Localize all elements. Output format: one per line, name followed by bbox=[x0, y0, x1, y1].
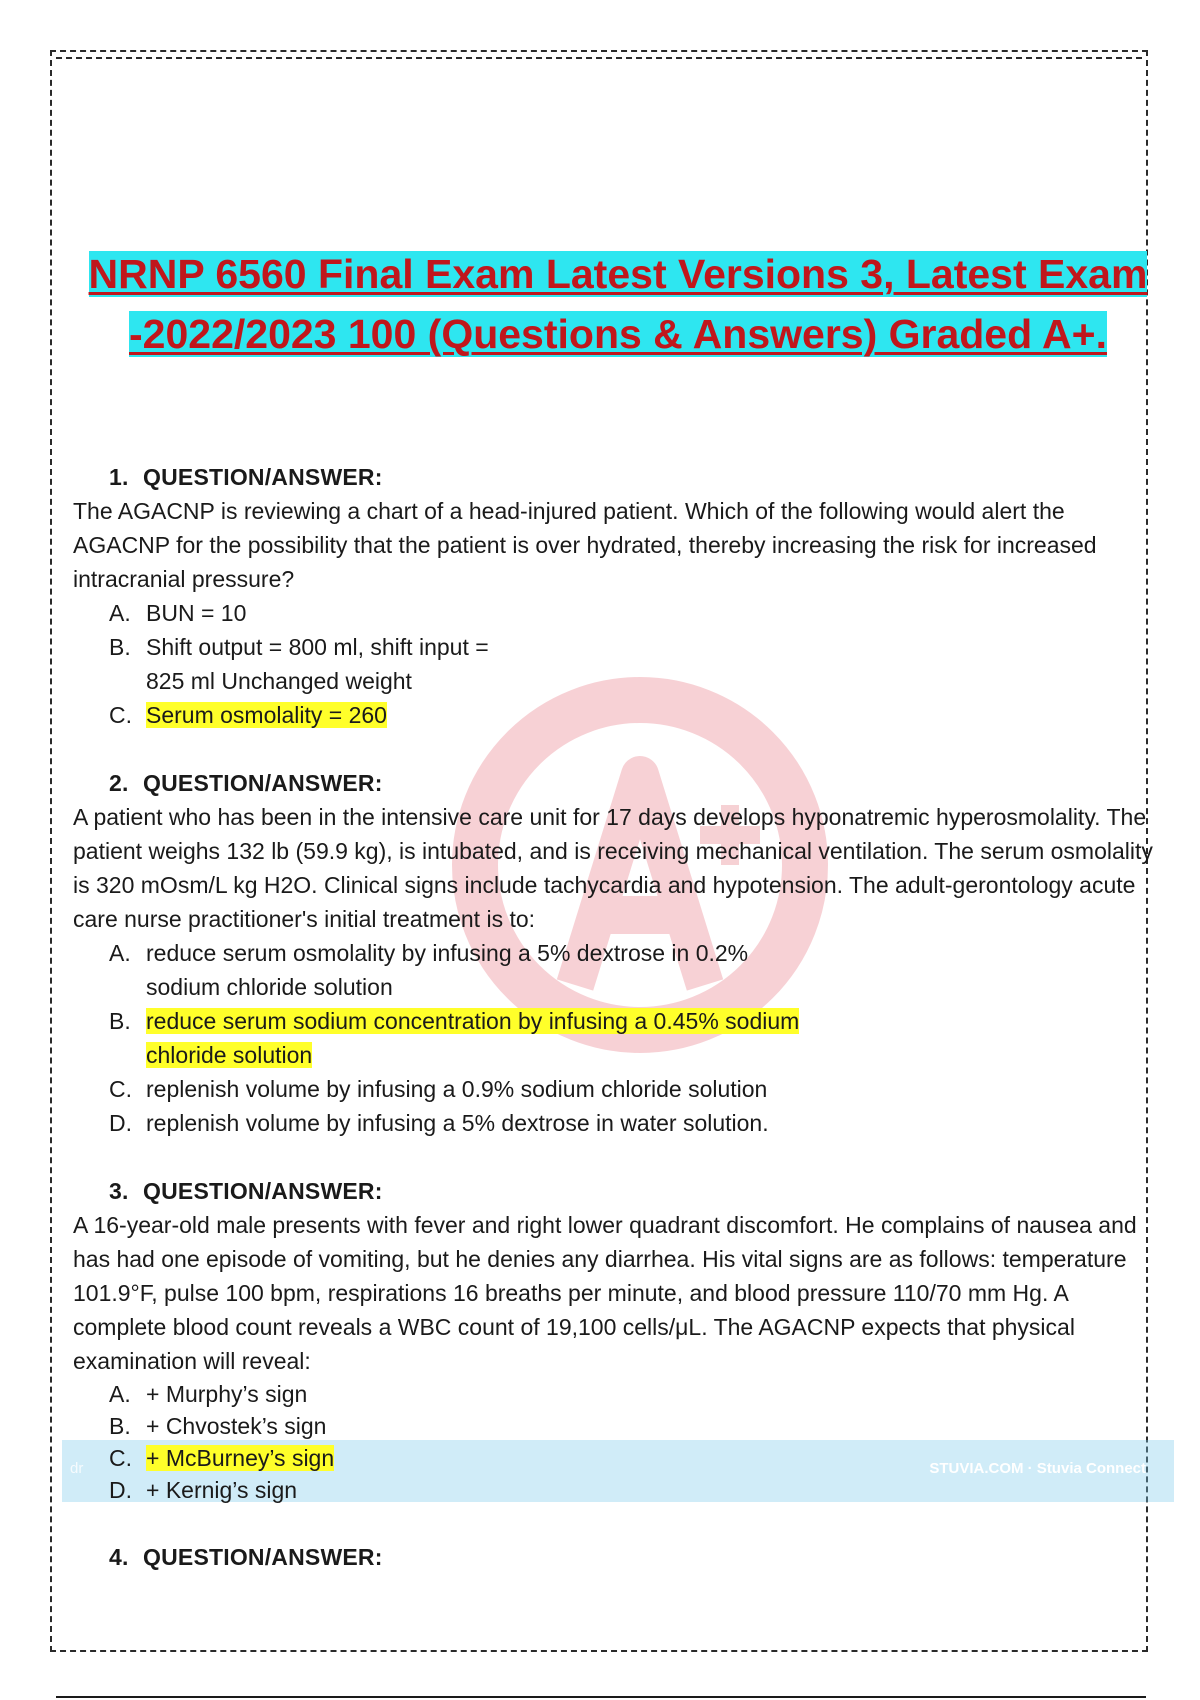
option-letter: B. bbox=[109, 1413, 131, 1439]
option-letter: A. bbox=[109, 940, 131, 966]
option-text-group bbox=[146, 1004, 1153, 1072]
option-b bbox=[109, 1410, 1153, 1442]
question-stem: A patient who has been in the intensive care unit for 17 days develops hyponatremic hyperosmolality. The patient weighs 132 lb (59.9 kg), is intubated, and is receiving mechanical ventilation. The serum osmolality is 320 mOsm/L kg H2O. Clinical signs include tachycardia and hypotension. The adult-gerontology acute care nurse practitioner's initial treatment is to: bbox=[73, 804, 1153, 932]
question-heading-label: QUESTION/ANSWER: bbox=[143, 770, 383, 796]
question-number: 2. bbox=[109, 770, 129, 796]
option-c bbox=[109, 1072, 1153, 1106]
option-a bbox=[109, 596, 1153, 630]
question-number: 3. bbox=[109, 1178, 129, 1204]
question-stem: The AGACNP is reviewing a chart of a head-injured patient. Which of the following would alert the AGACNP for the possibility that the patient is over hydrated, thereby increasing the risk for increased intracranial pressure? bbox=[73, 498, 1097, 592]
question-heading bbox=[109, 766, 1153, 800]
option-d bbox=[109, 1474, 1153, 1506]
question-heading bbox=[109, 1174, 1153, 1208]
option-letter: D. bbox=[109, 1110, 132, 1136]
option-list bbox=[73, 936, 1153, 1140]
correct-answer-highlight: reduce serum sodium concentration by infusing a 0.45% sodium bbox=[146, 1008, 800, 1034]
question-3 bbox=[73, 1174, 1153, 1506]
option-b bbox=[109, 1004, 1153, 1072]
option-text-continued: sodium chloride solution bbox=[146, 974, 393, 1000]
option-text: BUN = 10 bbox=[146, 600, 247, 626]
page-border-top-double bbox=[56, 57, 1142, 61]
option-text-group bbox=[146, 936, 1153, 1004]
question-2 bbox=[73, 766, 1153, 1140]
option-letter: C. bbox=[109, 1445, 132, 1471]
question-heading bbox=[109, 460, 1153, 494]
document-title-line-1: NRNP 6560 Final Exam Latest Versions 3, Latest Exam bbox=[88, 251, 1148, 297]
question-1 bbox=[73, 460, 1153, 732]
option-a bbox=[109, 936, 1153, 1004]
question-number: 4. bbox=[109, 1544, 129, 1570]
option-d bbox=[109, 1106, 1153, 1140]
option-text: Shift output = 800 ml, shift input = bbox=[146, 634, 489, 660]
option-letter: A. bbox=[109, 600, 131, 626]
question-heading-label: QUESTION/ANSWER: bbox=[143, 1178, 383, 1204]
option-a bbox=[109, 1378, 1153, 1410]
option-text-group bbox=[146, 630, 1153, 698]
question-list bbox=[73, 460, 1153, 1608]
correct-answer-highlight: + McBurney’s sign bbox=[146, 1445, 335, 1471]
question-heading-label: QUESTION/ANSWER: bbox=[143, 464, 383, 490]
option-text: reduce serum osmolality by infusing a 5% dextrose in 0.2% bbox=[146, 940, 749, 966]
correct-answer-highlight: Serum osmolality = 260 bbox=[146, 702, 387, 728]
document-title-line-2: -2022/2023 100 (Questions & Answers) Graded A+. bbox=[129, 311, 1107, 357]
option-letter: C. bbox=[109, 1076, 132, 1102]
question-heading bbox=[109, 1540, 1153, 1574]
option-text: replenish volume by infusing a 0.9% sodium chloride solution bbox=[146, 1076, 768, 1102]
option-text: + Kernig’s sign bbox=[146, 1477, 298, 1503]
document-title bbox=[62, 244, 1174, 364]
bottom-rule bbox=[56, 1696, 1146, 1698]
option-text: replenish volume by infusing a 5% dextrose in water solution. bbox=[146, 1110, 769, 1136]
option-list bbox=[73, 596, 1153, 732]
correct-answer-highlight-continued: chloride solution bbox=[146, 1042, 313, 1068]
option-c bbox=[109, 1442, 1153, 1474]
option-letter: A. bbox=[109, 1381, 131, 1407]
option-list bbox=[73, 1378, 1153, 1506]
option-letter: B. bbox=[109, 634, 131, 660]
option-b bbox=[109, 630, 1153, 698]
option-letter: B. bbox=[109, 1008, 131, 1034]
watermark-band-left-text: dr bbox=[70, 1460, 84, 1477]
option-text: + Chvostek’s sign bbox=[146, 1413, 327, 1439]
question-stem: A 16-year-old male presents with fever and right lower quadrant discomfort. He complains of nausea and has had one episode of vomiting, but he denies any diarrhea. His vital signs are as follows: temperature 101.9°F, pulse 100 bpm, respirations 16 breaths per minute, and blood pressure 110/70 mm Hg. A complete blood count reveals a WBC count of 19,100 cells/μL. The AGACNP expects that physical examination will reveal: bbox=[73, 1212, 1137, 1374]
option-text-continued: 825 ml Unchanged weight bbox=[146, 668, 412, 694]
question-heading-label: QUESTION/ANSWER: bbox=[143, 1544, 383, 1570]
option-letter: C. bbox=[109, 702, 132, 728]
watermark-band-right-text: STUVIA.COM · Stuvia Connect bbox=[929, 1460, 1146, 1477]
option-text: + Murphy’s sign bbox=[146, 1381, 308, 1407]
option-letter: D. bbox=[109, 1477, 132, 1503]
question-number: 1. bbox=[109, 464, 129, 490]
option-c bbox=[109, 698, 1153, 732]
question-4 bbox=[73, 1540, 1153, 1574]
